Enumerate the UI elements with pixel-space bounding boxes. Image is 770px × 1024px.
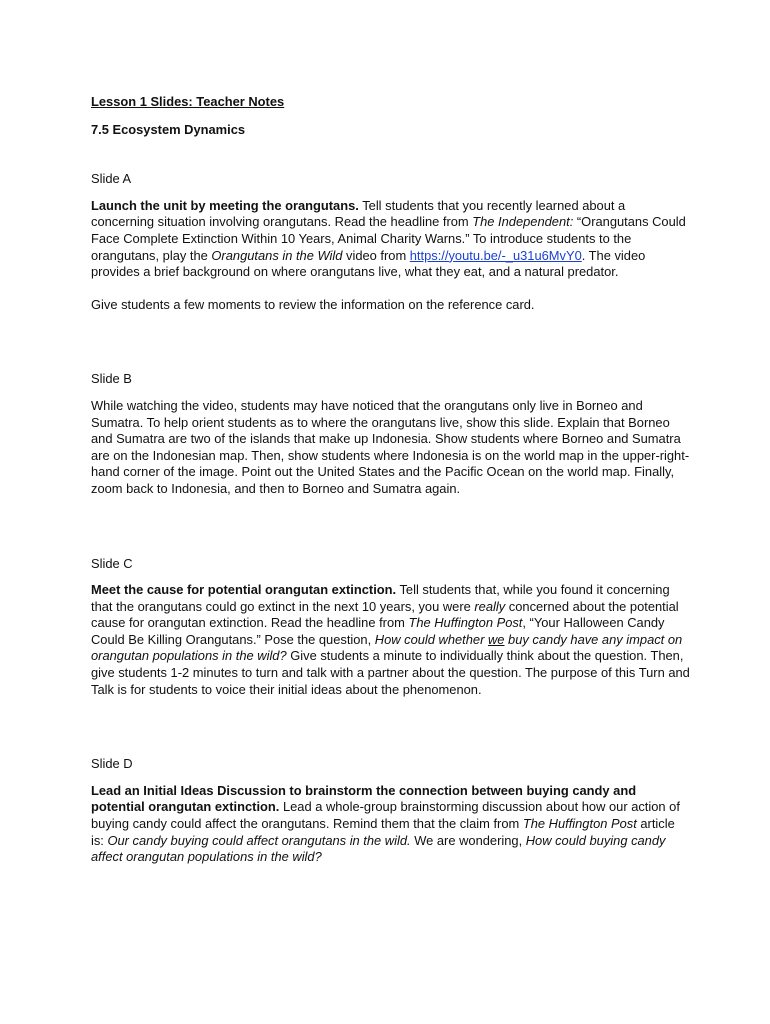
slide-d-text: We are wondering, bbox=[410, 832, 526, 848]
claim-text: Our candy buying could affect orangutans in the wild. bbox=[107, 832, 411, 848]
slide-a-lead: Launch the unit by meeting the orangutans. bbox=[91, 197, 359, 213]
source-huffington: The Huffington Post bbox=[522, 816, 637, 832]
slide-a-text: video from bbox=[342, 247, 410, 263]
slide-a-paragraph-2: Give students a few moments to review the information on the reference card. bbox=[91, 296, 535, 312]
emphasis-really: really bbox=[474, 598, 506, 614]
document-title: Lesson 1 Slides: Teacher Notes bbox=[91, 94, 285, 109]
slide-c-section bbox=[91, 556, 691, 699]
slide-c-text: , “Your Halloween Candy Could Be Killing Orangutans.” Pose the question, bbox=[91, 615, 665, 647]
slide-d-paragraph bbox=[91, 783, 691, 866]
slide-d-label: Slide D bbox=[91, 756, 133, 772]
source-independent: The Independent: bbox=[472, 214, 574, 230]
driving-question: How could buying candy affect orangutan populations in the wild? bbox=[91, 832, 666, 865]
slide-a-text: . The video provides a brief background on where orangutans live, what they eat, and a natural predator. bbox=[91, 247, 646, 280]
slide-d-text: article is: bbox=[91, 816, 675, 848]
slide-d-lead: Lead an Initial Ideas Discussion to brainstorm the connection between buying candy and potential orangutan extinction. bbox=[91, 782, 637, 815]
slide-b-label: Slide B bbox=[91, 371, 132, 387]
slide-d-text: Lead a whole-group brainstorming discussion about how our action of buying candy could affect the orangutans. Remind them that the claim from bbox=[91, 799, 680, 832]
slide-c-label: Slide C bbox=[91, 555, 133, 571]
question-emphasis-we: we bbox=[487, 631, 505, 647]
slide-c-paragraph bbox=[91, 582, 691, 698]
document-subtitle: 7.5 Ecosystem Dynamics bbox=[91, 121, 246, 137]
slide-a-text: Tell students that you recently learned about a concerning situation involving orangutans. Read the headline from bbox=[91, 197, 626, 230]
slide-a-paragraph bbox=[91, 198, 691, 281]
slide-a-section bbox=[91, 171, 691, 313]
slide-b-section bbox=[91, 371, 691, 497]
slide-c-text: concerned about the potential cause for orangutan extinction. Read the headline from bbox=[91, 598, 679, 631]
slide-c-text: Tell students that, while you found it concerning that the orangutans could go extinct in the next 10 years, you were bbox=[91, 582, 670, 614]
source-huffington: The Huffington Post bbox=[408, 615, 523, 631]
slide-b-paragraph: While watching the video, students may have noticed that the orangutans only live in Borneo and Sumatra. To help orient students as to where the orangutans live, show this slide. Explain that Borneo and Sumatra are two of the islands that make up Indonesia. Show students where Borneo and Sumatra are on the Indonesian map. Then, show students where Indonesia is on the world map in the upper-right-hand corner of the image. Point out the United States and the Pacific Ocean on the world map. Finally, zoom back to Indonesia, and then to Borneo and Sumatra again. bbox=[91, 397, 690, 496]
question-part-2: buy candy have any impact on orangutan populations in the wild? bbox=[91, 631, 683, 664]
video-link[interactable]: https://youtu.be/-_u31u6MvY0 bbox=[409, 247, 582, 263]
question-part-1: How could whether bbox=[374, 631, 488, 647]
slide-a-text: “Orangutans Could Face Complete Extinction Within 10 Years, Animal Charity Warns.” To introduce students to the orangutans, play the bbox=[91, 214, 686, 263]
slide-d-section bbox=[91, 756, 691, 866]
document-body bbox=[91, 94, 691, 866]
slide-a-label: Slide A bbox=[91, 171, 132, 187]
video-title: Orangutans in the Wild bbox=[211, 247, 343, 263]
slide-c-lead: Meet the cause for potential orangutan extinction. bbox=[91, 582, 397, 598]
slide-c-text: Give students a minute to individually think about the question. Then, give students 1-2 minutes to turn and talk with a partner about the question. The purpose of this Turn and Talk is for students to voice their initial ideas about the phenomenon. bbox=[91, 648, 690, 697]
